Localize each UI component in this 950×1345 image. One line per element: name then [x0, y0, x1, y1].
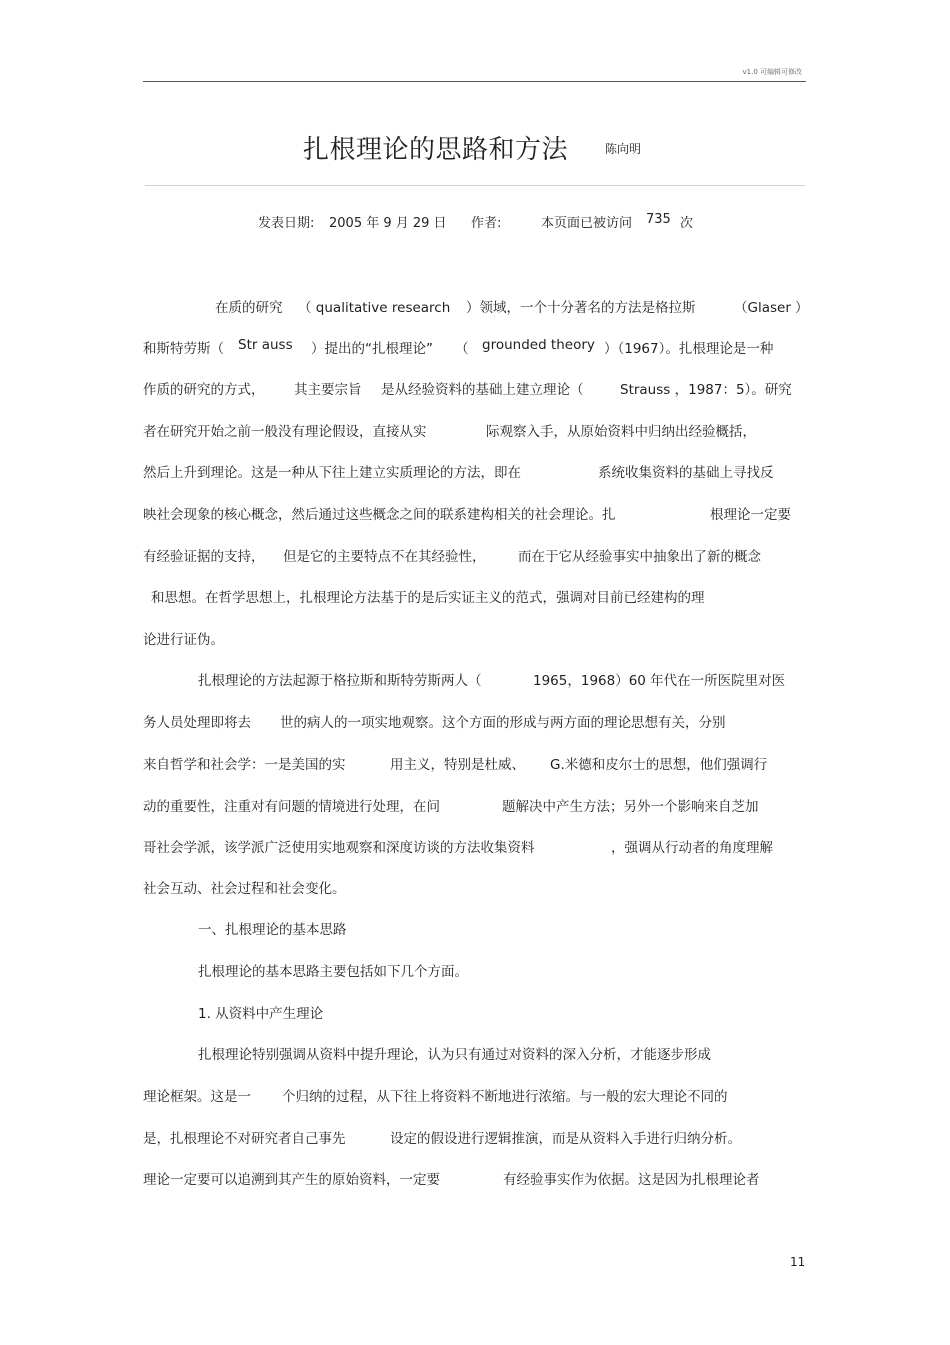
- body-text-segment: 而在于它从经验事实中抽象出了新的概念: [518, 549, 761, 565]
- body-text-segment: 论进行证伪。: [143, 632, 224, 648]
- body-text-segment: 来自哲学和社会学：一是美国的实: [143, 757, 346, 773]
- body-text-segment: ）（1967）。扎根理论是一种: [604, 341, 774, 357]
- body-text-segment: （ qualitative research: [298, 300, 451, 316]
- body-text-segment: 者在研究开始之前一般没有理论假设，直接从实: [143, 424, 427, 440]
- body-text-segment: 动的重要性，注重对有问题的情境进行处理，在问: [143, 799, 440, 815]
- body-text-segment: 是从经验资料的基础上建立理论（: [381, 382, 584, 398]
- body-text-segment: 扎根理论的方法起源于格拉斯和斯特劳斯两人（: [198, 673, 482, 689]
- body-text-segment: 映社会现象的核心概念，然后通过这些概念之间的联系建构相关的社会理论。扎: [143, 507, 616, 523]
- body-text-segment: （: [455, 341, 469, 357]
- body-text-segment: grounded theory: [482, 337, 595, 353]
- body-text-segment: 系统收集资料的基础上寻找反: [598, 465, 774, 481]
- body-text-segment: 和斯特劳斯（: [143, 341, 224, 357]
- author-name: 陈向明: [605, 142, 642, 156]
- body-text-segment: 扎根理论特别强调从资料中提升理论，认为只有通过对资料的深入分析，才能逐步形成: [198, 1047, 711, 1063]
- date-label: 发表日期:: [258, 216, 315, 231]
- visits-text: 本页面已被访问: [541, 216, 633, 231]
- body-text-segment: 有经验证据的支持，: [143, 549, 265, 565]
- body-text-segment: Str auss: [238, 337, 293, 353]
- body-text-segment: 然后上升到理论。这是一种从下往上建立实质理论的方法，即在: [143, 465, 521, 481]
- body-text-segment: ，强调从行动者的角度理解: [611, 840, 773, 856]
- body-text-segment: 际观察入手，从原始资料中归纳出经验概括，: [486, 424, 756, 440]
- body-text-segment: 理论框架。这是一: [143, 1089, 251, 1105]
- page-number: 11: [790, 1255, 806, 1269]
- visits-unit: 次: [680, 216, 694, 231]
- body-text-segment: G.米德和皮尔士的思想，他们强调行: [550, 757, 768, 773]
- body-text-segment: 有经验事实作为依据。这是因为扎根理论者: [503, 1172, 760, 1188]
- body-text-segment: 务人员处理即将去: [143, 715, 251, 731]
- body-text-segment: 世的病人的一项实地观察。这个方面的形成与两方面的理论思想有关，分别: [280, 715, 726, 731]
- date-value: 2005 年 9 月 29 日: [329, 216, 447, 231]
- body-text-segment: ）: [795, 300, 809, 316]
- header-note: v1.0 可编辑可修改: [742, 68, 802, 76]
- section-heading: 一、扎根理论的基本思路: [198, 922, 347, 938]
- body-text-segment: 是，扎根理论不对研究者自己事先: [143, 1131, 346, 1147]
- body-text-segment: Strauss ，1987：5）。研究: [620, 382, 792, 398]
- body-text-segment: ）领域，一个十分著名的方法是格拉斯: [466, 300, 696, 316]
- body-text-segment: 社会互动、社会过程和社会变化。: [143, 881, 346, 897]
- body-text-segment: ）提出的“扎根理论”: [311, 341, 433, 357]
- body-text-segment: 用主义，特别是杜威、: [390, 757, 525, 773]
- body-text-segment: 和思想。在哲学思想上，扎根理论方法基于的是后实证主义的范式，强调对目前已经建构的理: [151, 590, 705, 606]
- visits-count: 735: [646, 212, 671, 227]
- title-divider: [145, 185, 805, 186]
- body-text-segment: 理论一定要可以追溯到其产生的原始资料，一定要: [143, 1172, 440, 1188]
- body-text-segment: 但是它的主要特点不在其经验性，: [283, 549, 486, 565]
- body-text-segment: 个归纳的过程，从下往上将资料不断地进行浓缩。与一般的宏大理论不同的: [282, 1089, 728, 1105]
- body-text-segment: 设定的假设进行逻辑推演，而是从资料入手进行归纳分析。: [390, 1131, 741, 1147]
- subsection-heading: 1. 从资料中产生理论: [198, 1006, 324, 1022]
- body-text-segment: 作质的研究的方式，: [143, 382, 265, 398]
- page-title: 扎根理论的思路和方法: [303, 135, 569, 165]
- body-text-segment: 扎根理论的基本思路主要包括如下几个方面。: [198, 964, 468, 980]
- body-text-segment: 题解决中产生方法；另外一个影响来自芝加: [502, 799, 759, 815]
- author-label: 作者:: [471, 216, 502, 231]
- body-text-segment: 在质的研究: [215, 300, 283, 316]
- body-text-segment: 其主要宗旨: [294, 382, 362, 398]
- body-text-segment: 1965，1968）60 年代在一所医院里对医: [533, 673, 786, 689]
- body-text-segment: 根理论一定要: [710, 507, 791, 523]
- body-text-segment: 哥社会学派，该学派广泛使用实地观察和深度访谈的方法收集资料: [143, 840, 535, 856]
- header-rule: [143, 81, 806, 82]
- body-text-segment: （Glaser: [734, 300, 791, 316]
